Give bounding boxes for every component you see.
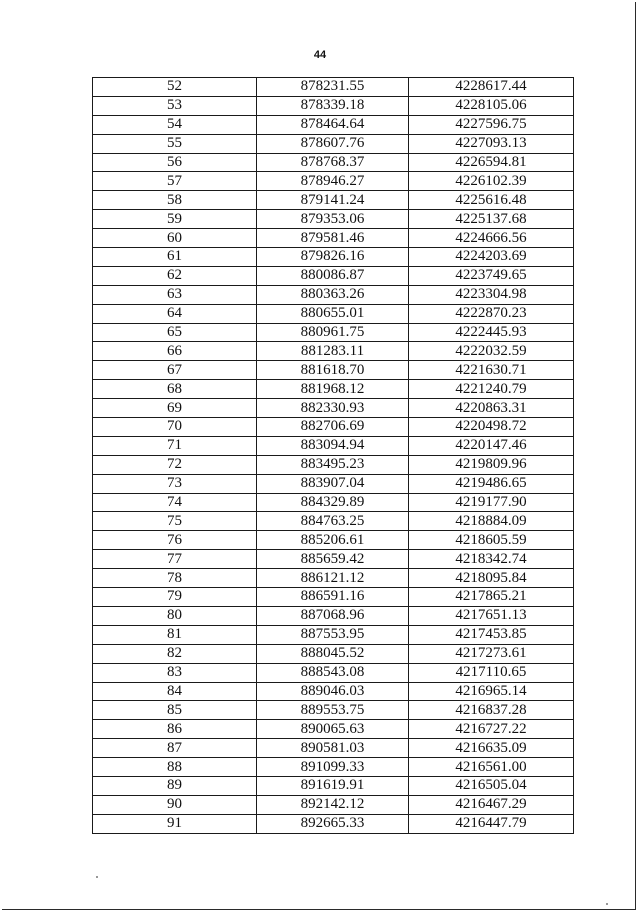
y-coordinate-cell: 4216447.79 bbox=[409, 814, 574, 833]
table-row bbox=[93, 210, 574, 229]
x-coordinate-cell: 882330.93 bbox=[257, 399, 409, 418]
table-row bbox=[93, 550, 574, 569]
x-coordinate-cell: 883495.23 bbox=[257, 455, 409, 474]
coordinates-table-body bbox=[93, 78, 574, 834]
y-coordinate-cell: 4223304.98 bbox=[409, 285, 574, 304]
point-number-cell: 88 bbox=[93, 758, 257, 777]
point-number-cell: 80 bbox=[93, 606, 257, 625]
y-coordinate-cell: 4223749.65 bbox=[409, 266, 574, 285]
y-coordinate-cell: 4218605.59 bbox=[409, 531, 574, 550]
table-row bbox=[93, 569, 574, 588]
table-row bbox=[93, 342, 574, 361]
x-coordinate-cell: 886121.12 bbox=[257, 569, 409, 588]
point-number-cell: 85 bbox=[93, 701, 257, 720]
table-row bbox=[93, 531, 574, 550]
table-row bbox=[93, 134, 574, 153]
scan-speck bbox=[606, 903, 608, 905]
point-number-cell: 67 bbox=[93, 361, 257, 380]
point-number-cell: 74 bbox=[93, 493, 257, 512]
point-number-cell: 55 bbox=[93, 134, 257, 153]
table-row bbox=[93, 606, 574, 625]
point-number-cell: 90 bbox=[93, 795, 257, 814]
y-coordinate-cell: 4222870.23 bbox=[409, 304, 574, 323]
x-coordinate-cell: 879826.16 bbox=[257, 248, 409, 267]
y-coordinate-cell: 4216965.14 bbox=[409, 682, 574, 701]
table-row bbox=[93, 814, 574, 833]
y-coordinate-cell: 4217651.13 bbox=[409, 606, 574, 625]
point-number-cell: 86 bbox=[93, 720, 257, 739]
y-coordinate-cell: 4216561.00 bbox=[409, 758, 574, 777]
page-number: 44 bbox=[313, 49, 327, 61]
point-number-cell: 78 bbox=[93, 569, 257, 588]
x-coordinate-cell: 888543.08 bbox=[257, 663, 409, 682]
x-coordinate-cell: 892665.33 bbox=[257, 814, 409, 833]
point-number-cell: 79 bbox=[93, 588, 257, 607]
point-number-cell: 82 bbox=[93, 644, 257, 663]
x-coordinate-cell: 878339.18 bbox=[257, 96, 409, 115]
table-row bbox=[93, 758, 574, 777]
point-number-cell: 91 bbox=[93, 814, 257, 833]
table-row bbox=[93, 588, 574, 607]
table-row bbox=[93, 682, 574, 701]
point-number-cell: 68 bbox=[93, 380, 257, 399]
x-coordinate-cell: 891619.91 bbox=[257, 776, 409, 795]
y-coordinate-cell: 4219486.65 bbox=[409, 474, 574, 493]
y-coordinate-cell: 4217453.85 bbox=[409, 625, 574, 644]
table-row bbox=[93, 191, 574, 210]
x-coordinate-cell: 883907.04 bbox=[257, 474, 409, 493]
x-coordinate-cell: 878946.27 bbox=[257, 172, 409, 191]
point-number-cell: 54 bbox=[93, 115, 257, 134]
y-coordinate-cell: 4217865.21 bbox=[409, 588, 574, 607]
table-row bbox=[93, 172, 574, 191]
point-number-cell: 53 bbox=[93, 96, 257, 115]
y-coordinate-cell: 4220147.46 bbox=[409, 436, 574, 455]
table-row bbox=[93, 115, 574, 134]
x-coordinate-cell: 881618.70 bbox=[257, 361, 409, 380]
x-coordinate-cell: 887553.95 bbox=[257, 625, 409, 644]
point-number-cell: 58 bbox=[93, 191, 257, 210]
point-number-cell: 76 bbox=[93, 531, 257, 550]
table-row bbox=[93, 399, 574, 418]
y-coordinate-cell: 4224666.56 bbox=[409, 229, 574, 248]
table-row bbox=[93, 644, 574, 663]
y-coordinate-cell: 4224203.69 bbox=[409, 248, 574, 267]
x-coordinate-cell: 878231.55 bbox=[257, 78, 409, 97]
point-number-cell: 73 bbox=[93, 474, 257, 493]
point-number-cell: 64 bbox=[93, 304, 257, 323]
table-row bbox=[93, 776, 574, 795]
x-coordinate-cell: 878768.37 bbox=[257, 153, 409, 172]
point-number-cell: 71 bbox=[93, 436, 257, 455]
x-coordinate-cell: 886591.16 bbox=[257, 588, 409, 607]
scan-speck bbox=[96, 876, 98, 878]
y-coordinate-cell: 4219809.96 bbox=[409, 455, 574, 474]
x-coordinate-cell: 880655.01 bbox=[257, 304, 409, 323]
point-number-cell: 61 bbox=[93, 248, 257, 267]
y-coordinate-cell: 4225137.68 bbox=[409, 210, 574, 229]
x-coordinate-cell: 888045.52 bbox=[257, 644, 409, 663]
point-number-cell: 56 bbox=[93, 153, 257, 172]
y-coordinate-cell: 4221630.71 bbox=[409, 361, 574, 380]
y-coordinate-cell: 4217273.61 bbox=[409, 644, 574, 663]
point-number-cell: 65 bbox=[93, 323, 257, 342]
x-coordinate-cell: 879581.46 bbox=[257, 229, 409, 248]
x-coordinate-cell: 878464.64 bbox=[257, 115, 409, 134]
y-coordinate-cell: 4216505.04 bbox=[409, 776, 574, 795]
x-coordinate-cell: 880363.26 bbox=[257, 285, 409, 304]
x-coordinate-cell: 883094.94 bbox=[257, 436, 409, 455]
y-coordinate-cell: 4220498.72 bbox=[409, 418, 574, 437]
table-row bbox=[93, 266, 574, 285]
point-number-cell: 69 bbox=[93, 399, 257, 418]
table-row bbox=[93, 323, 574, 342]
table-row bbox=[93, 455, 574, 474]
point-number-cell: 84 bbox=[93, 682, 257, 701]
table-row bbox=[93, 304, 574, 323]
point-number-cell: 72 bbox=[93, 455, 257, 474]
x-coordinate-cell: 879353.06 bbox=[257, 210, 409, 229]
table-row bbox=[93, 512, 574, 531]
point-number-cell: 60 bbox=[93, 229, 257, 248]
table-row bbox=[93, 493, 574, 512]
x-coordinate-cell: 882706.69 bbox=[257, 418, 409, 437]
coordinates-table bbox=[92, 77, 574, 834]
table-row bbox=[93, 625, 574, 644]
x-coordinate-cell: 879141.24 bbox=[257, 191, 409, 210]
x-coordinate-cell: 889046.03 bbox=[257, 682, 409, 701]
x-coordinate-cell: 885659.42 bbox=[257, 550, 409, 569]
y-coordinate-cell: 4227596.75 bbox=[409, 115, 574, 134]
y-coordinate-cell: 4228105.06 bbox=[409, 96, 574, 115]
y-coordinate-cell: 4222032.59 bbox=[409, 342, 574, 361]
y-coordinate-cell: 4226102.39 bbox=[409, 172, 574, 191]
x-coordinate-cell: 892142.12 bbox=[257, 795, 409, 814]
x-coordinate-cell: 890581.03 bbox=[257, 739, 409, 758]
x-coordinate-cell: 878607.76 bbox=[257, 134, 409, 153]
point-number-cell: 63 bbox=[93, 285, 257, 304]
y-coordinate-cell: 4217110.65 bbox=[409, 663, 574, 682]
point-number-cell: 77 bbox=[93, 550, 257, 569]
table-row bbox=[93, 436, 574, 455]
point-number-cell: 83 bbox=[93, 663, 257, 682]
table-row bbox=[93, 153, 574, 172]
y-coordinate-cell: 4222445.93 bbox=[409, 323, 574, 342]
x-coordinate-cell: 887068.96 bbox=[257, 606, 409, 625]
table-row bbox=[93, 96, 574, 115]
table-row bbox=[93, 248, 574, 267]
point-number-cell: 66 bbox=[93, 342, 257, 361]
point-number-cell: 62 bbox=[93, 266, 257, 285]
x-coordinate-cell: 891099.33 bbox=[257, 758, 409, 777]
y-coordinate-cell: 4216727.22 bbox=[409, 720, 574, 739]
y-coordinate-cell: 4221240.79 bbox=[409, 380, 574, 399]
y-coordinate-cell: 4228617.44 bbox=[409, 78, 574, 97]
point-number-cell: 59 bbox=[93, 210, 257, 229]
y-coordinate-cell: 4220863.31 bbox=[409, 399, 574, 418]
y-coordinate-cell: 4226594.81 bbox=[409, 153, 574, 172]
point-number-cell: 87 bbox=[93, 739, 257, 758]
table-row bbox=[93, 380, 574, 399]
table-row bbox=[93, 361, 574, 380]
table-row bbox=[93, 701, 574, 720]
y-coordinate-cell: 4225616.48 bbox=[409, 191, 574, 210]
x-coordinate-cell: 890065.63 bbox=[257, 720, 409, 739]
y-coordinate-cell: 4216467.29 bbox=[409, 795, 574, 814]
x-coordinate-cell: 884763.25 bbox=[257, 512, 409, 531]
x-coordinate-cell: 881968.12 bbox=[257, 380, 409, 399]
point-number-cell: 70 bbox=[93, 418, 257, 437]
x-coordinate-cell: 885206.61 bbox=[257, 531, 409, 550]
point-number-cell: 57 bbox=[93, 172, 257, 191]
x-coordinate-cell: 884329.89 bbox=[257, 493, 409, 512]
x-coordinate-cell: 880086.87 bbox=[257, 266, 409, 285]
point-number-cell: 52 bbox=[93, 78, 257, 97]
point-number-cell: 81 bbox=[93, 625, 257, 644]
y-coordinate-cell: 4218342.74 bbox=[409, 550, 574, 569]
table-row bbox=[93, 663, 574, 682]
point-number-cell: 75 bbox=[93, 512, 257, 531]
table-row bbox=[93, 229, 574, 248]
y-coordinate-cell: 4216837.28 bbox=[409, 701, 574, 720]
y-coordinate-cell: 4218095.84 bbox=[409, 569, 574, 588]
table-row bbox=[93, 795, 574, 814]
point-number-cell: 89 bbox=[93, 776, 257, 795]
table-row bbox=[93, 720, 574, 739]
y-coordinate-cell: 4219177.90 bbox=[409, 493, 574, 512]
table-row bbox=[93, 78, 574, 97]
x-coordinate-cell: 889553.75 bbox=[257, 701, 409, 720]
y-coordinate-cell: 4216635.09 bbox=[409, 739, 574, 758]
table-row bbox=[93, 739, 574, 758]
y-coordinate-cell: 4227093.13 bbox=[409, 134, 574, 153]
x-coordinate-cell: 881283.11 bbox=[257, 342, 409, 361]
y-coordinate-cell: 4218884.09 bbox=[409, 512, 574, 531]
table-row bbox=[93, 418, 574, 437]
table-row bbox=[93, 474, 574, 493]
table-row bbox=[93, 285, 574, 304]
x-coordinate-cell: 880961.75 bbox=[257, 323, 409, 342]
